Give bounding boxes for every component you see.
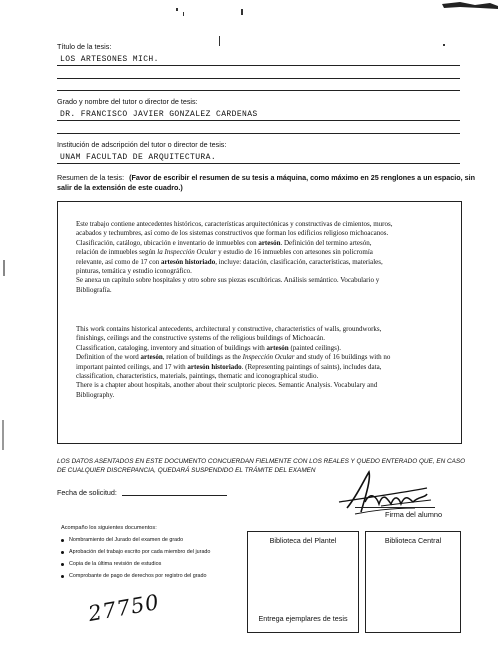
scan-speck [443,44,445,46]
scan-speck [3,260,5,276]
document-item: Aprobación del trabajo escrito por cada miembro del jurado [61,549,210,556]
bullet-icon [61,563,64,566]
scan-speck [2,420,4,450]
abstract-line: Se anexa un capítulo sobre hospitales y otro sobre sus piezas escultóricas. Análisis semántico. Vocabulario y [76,276,380,285]
abstract-spanish [76,220,461,295]
abstract-line: Clasificación, catálogo, ubicación e inventario de inmuebles con artesón. Definición del termino artesón, [76,238,372,247]
abstract-line: Bibliography. [76,390,115,399]
resumen-instructions-2: salir de la extensión de este cuadro.) [57,183,183,192]
abstract-line: relación de inmuebles según la Inspección Ocular y estudio de 16 inmuebles con artesones sin policromía [76,248,373,257]
firma-label: Firma del alumno [385,510,443,519]
abstract-line: important painted ceilings, and 17 with artesón historiado. (Representing paintings of saints), includes data, [76,362,382,371]
scan-speck [241,9,243,15]
bullet-icon [61,551,64,554]
disclaimer-line-1: LOS DATOS ASENTADOS EN ESTE DOCUMENTO CONCUERDAN FIELMENTE CON LOS REALES Y QUEDO ENTERADO QUE, EN CASO [57,458,466,465]
scan-speck [219,36,220,46]
abstract-line: finishings, ceilings and the constructive systems of the religious buildings of Michoacán. [76,334,326,343]
abstract-english [76,325,461,400]
document-item: Nombramiento del Jurado del examen de grado [61,537,210,544]
documents-list [61,525,210,580]
resumen-label [57,173,475,182]
biblioteca-central-box [365,531,461,633]
document-item: Copia de la última revisión de estudios [61,561,210,568]
institucion-line [57,163,460,164]
fecha-label: Fecha de solicitud: [57,488,117,497]
abstract-line: Classification, cataloging, inventory and situation of buildings with artesón (painted ceilings). [76,343,341,352]
institucion-label: Institución de adscripción del tutor o director de tesis: [57,140,227,149]
abstract-line: Definition of the word artesón, relation of buildings as the Inspección Ocular and study of 16 buildings with no [76,353,391,362]
abstract-line: relevante, así como de 17 con artesón historiado, incluye: datación, clasificación, características, materiales, [76,257,383,266]
fecha-line [122,495,227,496]
abstract-line: Bibliografía. [76,285,112,294]
resumen-title: Resumen de la tesis: [57,173,125,182]
abstract-line: This work contains historical antecedents, architectural y constructive, characteristics of walls, groundworks, [76,325,382,333]
tutor-line [57,120,460,121]
entrega-ejemplares-label: Entrega ejemplares de tesis [258,614,348,623]
tutor-value: DR. FRANCISCO JAVIER GONZALEZ CARDENAS [60,110,258,119]
handwritten-number: 27750 [86,589,162,627]
titulo-line [57,65,460,66]
resumen-instructions: (Favor de escribir el resumen de su tesis a máquina, como máximo en 25 renglones a un espacio, sin [129,173,476,182]
disclaimer-line-2: DE CUALQUIER DISCREPANCIA, QUEDARÁ SUSPENDIDO EL TRÁMITE DEL EXAMEN [57,467,316,474]
titulo-value: LOS ARTESONES MICH. [60,55,159,64]
biblioteca-plantel-label: Biblioteca del Plantel [269,536,337,545]
biblioteca-plantel-box [247,531,359,633]
bullet-icon [61,539,64,542]
scan-mark-icon [440,0,500,12]
scan-speck [183,12,184,16]
documents-heading: Acompaño los siguientes documentos: [61,525,157,531]
firma-line [355,507,435,508]
institucion-value: UNAM FACULTAD DE ARQUITECTURA. [60,153,217,162]
abstract-line: acabados y techumbres, así como de los sistemas constructivos que forman los edificios religioso michoacanos. [76,229,389,238]
bullet-icon [61,575,64,578]
abstract-line: There is a chapter about hospitals, another about their sculptoric pieces. Semantic Analysis. Vocabulary and [76,381,378,390]
biblioteca-central-label: Biblioteca Central [384,536,442,545]
titulo-line-2 [57,78,460,79]
abstract-line: classification, characteristics, materials, paintings, thematic and iconographical studio. [76,372,319,381]
abstract-line: pinturas, temática y estudio iconográfico. [76,267,192,276]
tutor-label: Grado y nombre del tutor o director de tesis: [57,97,198,106]
tutor-line-2 [57,133,460,134]
document-item: Comprobante de pago de derechos por registro del grado [61,573,210,580]
abstract-line: Este trabajo contiene antecedentes históricos, características arquitectónicas y constructivas de cimientos, muros, [76,220,393,228]
scan-speck [176,8,178,11]
titulo-label: Título de la tesis: [57,42,112,51]
titulo-line-3 [57,90,460,91]
